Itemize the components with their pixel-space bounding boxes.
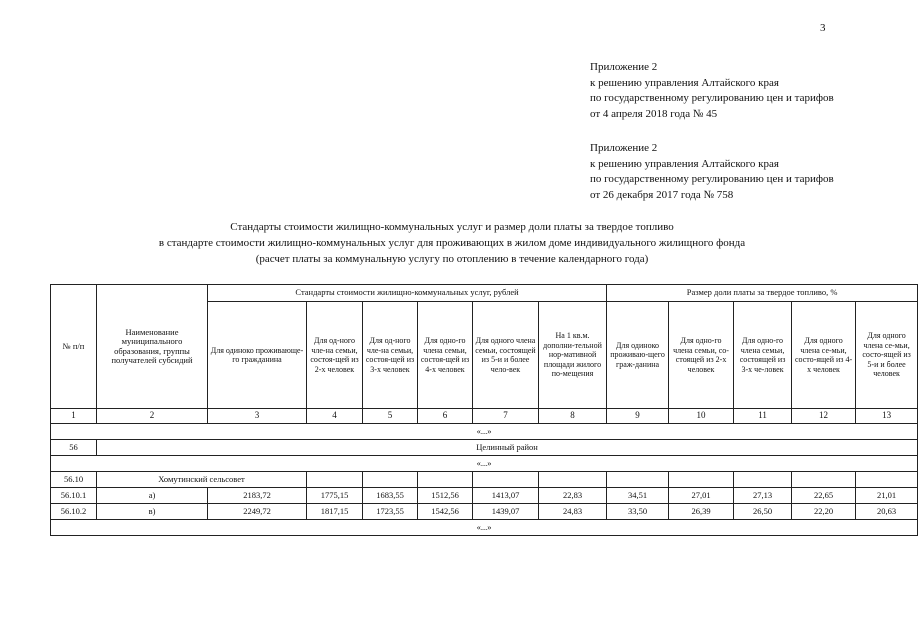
- ellipsis-cell: «...»: [51, 424, 918, 440]
- value-cell: 26,39: [669, 504, 734, 520]
- col-number: 13: [856, 409, 918, 424]
- col-number: 2: [97, 409, 208, 424]
- group-mark: а): [97, 488, 208, 504]
- header-share-col: Для одного члена се-мьи, состо-ящей из 5-и и более человек: [856, 302, 918, 409]
- header-std-col: Для од-ного чле-на семьи, состоя-щей из 2-х человек: [307, 302, 363, 409]
- header-share-col: Для одного члена се-мьи, состо-ящей из 4-х человек: [792, 302, 856, 409]
- settlement-number: 56.10: [51, 472, 97, 488]
- row-number: 56.10.2: [51, 504, 97, 520]
- appendix-line: от 26 декабря 2017 года № 758: [590, 188, 734, 201]
- value-cell: 26,50: [734, 504, 792, 520]
- title-line: Стандарты стоимости жилищно-коммунальных услуг и размер доли платы за твердое топливо: [230, 221, 674, 233]
- header-std-col: Для одиноко проживающе-го гражданина: [208, 302, 307, 409]
- header-group-standards: Стандарты стоимости жилищно-коммунальных услуг, рублей: [208, 285, 607, 302]
- appendix-previous: [590, 141, 834, 203]
- appendix-line: по государственному регулированию цен и тарифов: [590, 92, 834, 104]
- header-std-col: На 1 кв.м. дополни-тельной нор-мативной площади жилого по-мещения: [539, 302, 607, 409]
- col-number: 6: [418, 409, 473, 424]
- value-cell: 27,13: [734, 488, 792, 504]
- appendix-line: к решению управления Алтайского края: [590, 76, 779, 89]
- header-share-col: Для одиноко проживаю-щего граж-данина: [607, 302, 669, 409]
- value-cell: 1817,15: [307, 504, 363, 520]
- header-row-number: № п/п: [51, 285, 97, 409]
- value-cell: 1512,56: [418, 488, 473, 504]
- value-cell: 20,63: [856, 504, 918, 520]
- col-number: 11: [734, 409, 792, 424]
- value-cell: 1775,15: [307, 488, 363, 504]
- settlement-row: [51, 472, 918, 488]
- value-cell: 21,01: [856, 488, 918, 504]
- col-number: 9: [607, 409, 669, 424]
- col-number: 5: [363, 409, 418, 424]
- col-number: 1: [51, 409, 97, 424]
- district-number: 56: [51, 440, 97, 456]
- col-number: 7: [473, 409, 539, 424]
- value-cell: 22,83: [539, 488, 607, 504]
- row-number: 56.10.1: [51, 488, 97, 504]
- district-name: Целинный район: [97, 440, 918, 456]
- appendix-line: к решению управления Алтайского края: [590, 157, 779, 170]
- header-group-share: Размер доли платы за твердое топливо, %: [607, 285, 918, 302]
- value-cell: 2249,72: [208, 504, 307, 520]
- header-std-col: Для одного члена семьи, состоящей из 5-и и более чело-век: [473, 302, 539, 409]
- col-number: 4: [307, 409, 363, 424]
- appendix-line: от 4 апреля 2018 года № 45: [590, 107, 718, 120]
- appendix-line: Приложение 2: [590, 61, 658, 73]
- value-cell: 24,83: [539, 504, 607, 520]
- value-cell: 1413,07: [473, 488, 539, 504]
- header-municipality: Наименование муниципального образования, группы получателей субсидий: [97, 285, 208, 409]
- col-number: 8: [539, 409, 607, 424]
- value-cell: 1439,07: [473, 504, 539, 520]
- ellipsis-cell: «...»: [51, 520, 918, 536]
- table-row: [51, 504, 918, 520]
- header-std-col: Для од-ного чле-на семьи, состоя-щей из 3-х человек: [363, 302, 418, 409]
- col-number: 10: [669, 409, 734, 424]
- appendix-current: [590, 60, 834, 122]
- value-cell: 22,20: [792, 504, 856, 520]
- group-mark: в): [97, 504, 208, 520]
- standards-table: [50, 284, 918, 536]
- header-share-col: Для одно-го члена семьи, со-стоящей из 2-х человек: [669, 302, 734, 409]
- page-number: 3: [820, 22, 826, 34]
- value-cell: 2183,72: [208, 488, 307, 504]
- appendix-line: по государственному регулированию цен и тарифов: [590, 173, 834, 185]
- appendix-line: Приложение 2: [590, 142, 658, 154]
- col-number: 3: [208, 409, 307, 424]
- ellipsis-row: [51, 424, 918, 440]
- settlement-name: Хомутинский сельсовет: [97, 472, 307, 488]
- value-cell: 1683,55: [363, 488, 418, 504]
- ellipsis-cell: «...»: [51, 456, 918, 472]
- ellipsis-row: [51, 520, 918, 536]
- value-cell: 1542,56: [418, 504, 473, 520]
- value-cell: 33,50: [607, 504, 669, 520]
- ellipsis-row: [51, 456, 918, 472]
- column-number-row: [51, 409, 918, 424]
- title-line: (расчет платы за коммунальную услугу по отоплению в течение календарного года): [255, 253, 649, 265]
- value-cell: 34,51: [607, 488, 669, 504]
- document-title: [0, 219, 904, 267]
- value-cell: 1723,55: [363, 504, 418, 520]
- header-std-col: Для одно-го члена семьи, состоя-щей из 4-х человек: [418, 302, 473, 409]
- col-number: 12: [792, 409, 856, 424]
- district-row: [51, 440, 918, 456]
- header-share-col: Для одно-го члена семьи, состоящей из 3-х че-ловек: [734, 302, 792, 409]
- value-cell: 27,01: [669, 488, 734, 504]
- title-line: в стандарте стоимости жилищно-коммунальных услуг для проживающих в жилом доме индивидуального жилищного фонда: [158, 237, 746, 249]
- table-row: [51, 488, 918, 504]
- value-cell: 22,65: [792, 488, 856, 504]
